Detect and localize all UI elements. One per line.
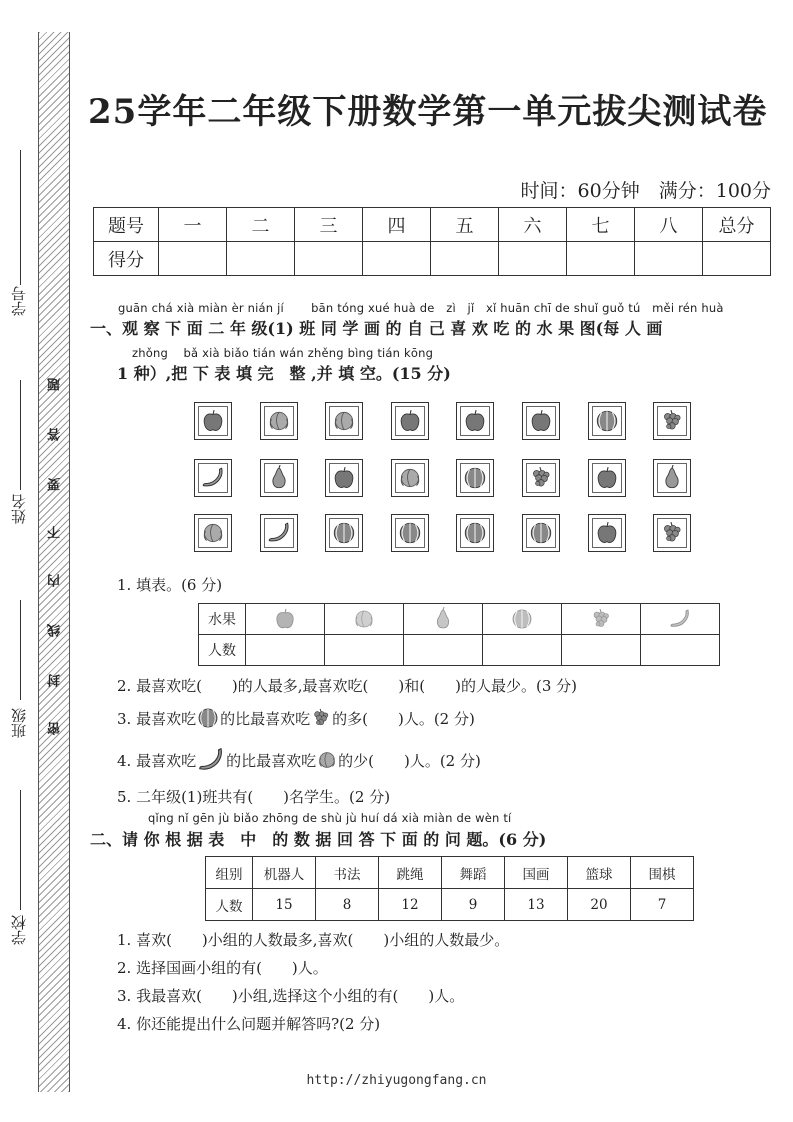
peach-picture-box [325,402,363,440]
question-1-4 [117,744,481,776]
score-header-cell: 六 [499,208,567,242]
grape-picture-box [522,459,560,497]
section1-pinyin-1: guān chá xià miàn èr nián jí bān tóng xué huà de zì jǐ xǐ huān chī de shuǐ guǒ tú měi rén huà [118,301,724,315]
melon-icon [331,520,357,546]
count-input-cell[interactable] [483,635,562,666]
q4-text-c: 的少( )人。(2 分) [338,751,481,770]
count-input-cell[interactable] [641,635,720,666]
banji-line [20,600,21,700]
apple-icon [331,465,357,491]
fruit-apple-icon [246,604,325,635]
apple-picture-box [588,514,626,552]
question-2-4: 4. 你还能提出什么问题并解答吗?(2 分) [117,1015,381,1033]
count-row [199,635,720,666]
peach-picture-box [260,402,298,440]
question-1-1: 1. 填表。(6 分) [117,576,223,594]
score-input-cell[interactable] [499,242,567,276]
apple-icon [594,465,620,491]
group-header-row [206,857,694,889]
question-2-1: 1. 喜欢( )小组的人数最多,喜欢( )小组的人数最少。 [117,931,510,949]
xingming-line [20,380,21,490]
group-header-cell: 围棋 [631,857,694,889]
xingming-label: 姓名 [10,494,28,524]
apple-icon [397,408,423,434]
peach-icon [200,520,226,546]
fruit-peach-icon [325,604,404,635]
peach-icon [397,465,423,491]
banana-icon [200,465,226,491]
apple-icon [528,408,554,434]
grape-icon [528,465,554,491]
score-header-cell: 一 [159,208,227,242]
group-count-cell: 15 [253,889,316,921]
score-input-cell[interactable] [227,242,295,276]
count-input-cell[interactable] [246,635,325,666]
melon-icon [196,706,220,730]
section1-heading-line1: 一、观 察 下 面 二 年 级(1) 班 同 学 画 的 自 己 喜 欢 吃 的 水 果 图(每 人 画 [90,319,663,338]
melon-icon [462,465,488,491]
melon-picture-box [456,514,494,552]
banana-picture-box [194,459,232,497]
seal-char: 要 [48,478,63,491]
fruit-grape-icon [562,604,641,635]
seal-char: 封 [48,674,63,687]
xuexiao-label: 学校 [10,915,28,945]
group-header-cell: 篮球 [568,857,631,889]
count-input-cell[interactable] [325,635,404,666]
peach-picture-box [391,459,429,497]
score-header-cell: 四 [363,208,431,242]
melon-picture-box [588,402,626,440]
question-1-5: 5. 二年级(1)班共有( )名学生。(2 分) [117,788,391,806]
grape-picture-box [653,514,691,552]
q4-text-a: 4. 最喜欢吃 [117,751,197,770]
apple-picture-box [391,402,429,440]
banana-icon [196,744,226,776]
grape-icon [659,408,685,434]
page-title: 25学年二年级下册数学第一单元拔尖测试卷 [88,92,768,132]
melon-icon [397,520,423,546]
group-count-cell: 20 [568,889,631,921]
score-input-cell[interactable] [567,242,635,276]
apple-icon [200,408,226,434]
grape-icon [659,520,685,546]
peach-icon [331,408,357,434]
pear-icon [659,465,685,491]
score-input-cell[interactable] [295,242,363,276]
apple-icon [462,408,488,434]
group-count-cell: 7 [631,889,694,921]
score-header-cell: 七 [567,208,635,242]
count-input-cell[interactable] [404,635,483,666]
melon-picture-box [456,459,494,497]
grape-icon [310,706,332,730]
score-input-cell[interactable] [635,242,703,276]
apple-picture-box [194,402,232,440]
fruit-banana-icon [641,604,720,635]
seal-char: 答 [48,428,63,441]
group-header-cell: 跳绳 [379,857,442,889]
count-row-label: 人数 [199,635,246,666]
score-input-cell[interactable] [703,242,771,276]
score-header-cell: 总分 [703,208,771,242]
peach-icon [316,749,338,771]
score-header-cell: 五 [431,208,499,242]
question-1-3 [117,706,475,730]
banana-icon [266,520,292,546]
group-table [205,856,694,921]
group-count-cell: 13 [505,889,568,921]
seal-char: 题 [48,378,63,391]
score-input-cell[interactable] [431,242,499,276]
question-1-2: 2. 最喜欢吃( )的人最多,最喜欢吃( )和( )的人最少。(3 分) [117,677,577,695]
fruit-row-label: 水果 [199,604,246,635]
group-header-cell: 机器人 [253,857,316,889]
pear-picture-box [653,459,691,497]
xuehao-label: 学号 [10,286,28,316]
score-input-cell[interactable] [159,242,227,276]
peach-picture-box [194,514,232,552]
score-header-row [94,208,771,242]
group-header-cell: 国画 [505,857,568,889]
apple-picture-box [588,459,626,497]
question-2-3: 3. 我最喜欢( )小组,选择这个小组的有( )人。 [117,987,465,1005]
fruit-tally-table [198,603,720,666]
seal-char: 密 [48,722,63,735]
seal-char: 线 [48,624,63,637]
melon-icon [462,520,488,546]
banana-picture-box [260,514,298,552]
apple-picture-box [522,402,560,440]
score-header-cell: 二 [227,208,295,242]
peach-icon [266,408,292,434]
section1-pinyin-2: zhǒng bǎ xià biǎo tián wán zhěng bìng tián kōng [132,346,434,360]
score-header-cell: 题号 [94,208,159,242]
fruit-melon-icon [483,604,562,635]
section2-pinyin: qǐng nǐ gēn jù biǎo zhōng de shù jù huí dá xià miàn de wèn tí [148,811,512,825]
group-header-cell: 书法 [316,857,379,889]
fruit-pear-icon [404,604,483,635]
count-input-cell[interactable] [562,635,641,666]
section1-heading-line2: 1 种）,把 下 表 填 完 整 ,并 填 空。(15 分) [117,364,451,383]
group-header-cell: 舞蹈 [442,857,505,889]
group-count-row [206,889,694,921]
apple-picture-box [456,402,494,440]
footer-url: http://zhiyugongfang.cn [306,1073,487,1088]
group-count-cell: 9 [442,889,505,921]
score-row-label: 得分 [94,242,159,276]
score-row [94,242,771,276]
q4-text-b: 的比最喜欢吃 [226,751,317,770]
xuehao-line [20,150,21,285]
melon-icon [528,520,554,546]
q3-text-b: 的比最喜欢吃 [220,709,311,728]
melon-picture-box [325,514,363,552]
score-table [93,207,771,276]
group-row-label: 人数 [206,889,253,921]
apple-picture-box [325,459,363,497]
melon-icon [594,408,620,434]
melon-picture-box [391,514,429,552]
seal-char: 不 [48,526,63,539]
grape-picture-box [653,402,691,440]
section2-heading: 二、请 你 根 据 表 中 的 数 据 回 答 下 面 的 问 题。(6 分) [90,830,547,849]
apple-icon [594,520,620,546]
pear-icon [266,465,292,491]
score-header-cell: 八 [635,208,703,242]
q3-text-a: 3. 最喜欢吃 [117,709,197,728]
group-header-cell: 组别 [206,857,253,889]
xuexiao-line [20,790,21,910]
question-2-2: 2. 选择国画小组的有( )人。 [117,959,328,977]
group-count-cell: 8 [316,889,379,921]
score-input-cell[interactable] [363,242,431,276]
banji-label: 班级 [10,708,28,738]
group-count-cell: 12 [379,889,442,921]
binding-hatch [38,32,70,1092]
q3-text-c: 的多( )人。(2 分) [332,709,475,728]
melon-picture-box [522,514,560,552]
time-info: 时间：60分钟 满分：100分 [520,180,771,202]
seal-char: 内 [48,574,63,587]
fruit-row [199,604,720,635]
pear-picture-box [260,459,298,497]
score-header-cell: 三 [295,208,363,242]
